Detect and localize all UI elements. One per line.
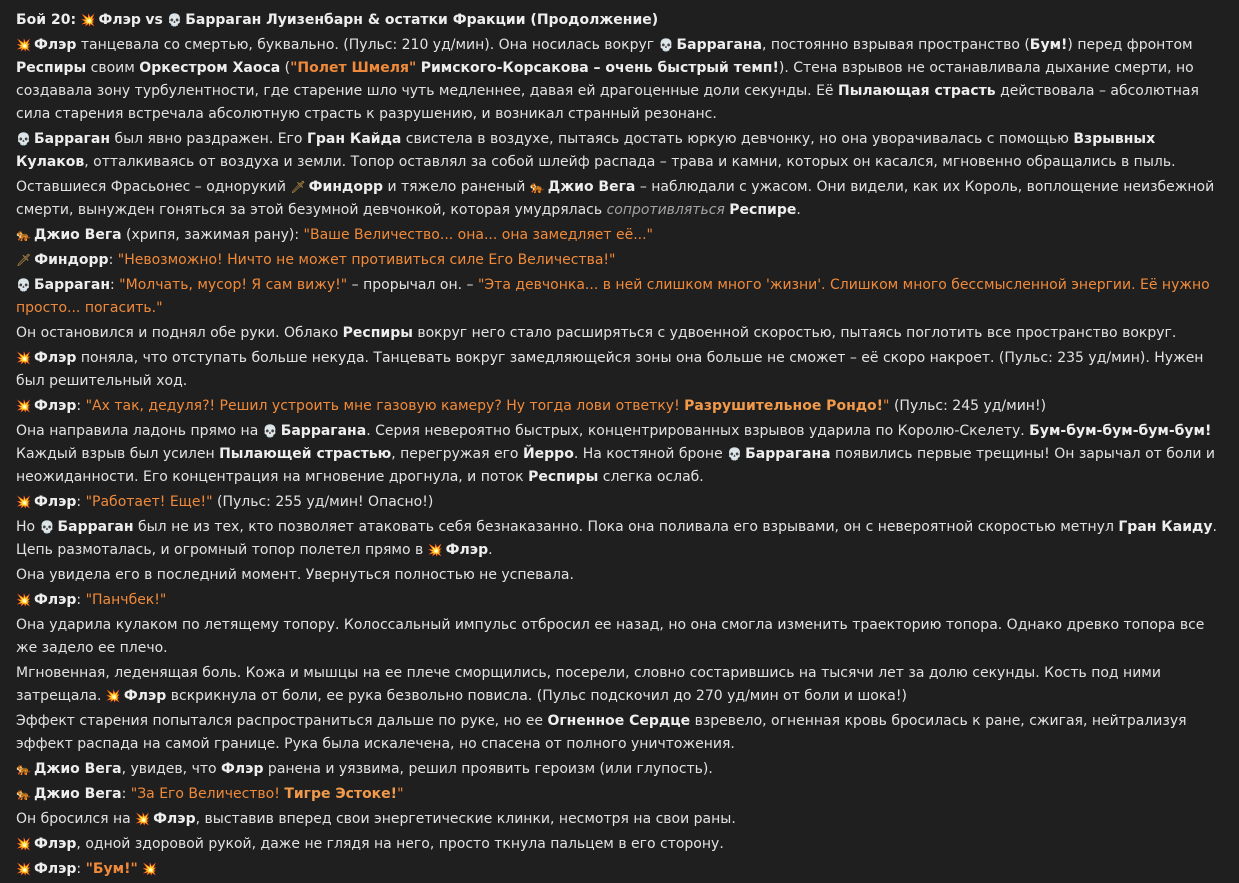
name-barragan: Баррагана: [280, 423, 367, 439]
name-barragan: Барраган: [33, 131, 110, 147]
text: :: [108, 252, 118, 268]
term-respira: Респиры: [342, 325, 413, 341]
explosion-icon: 💥: [427, 543, 443, 557]
term-rondo: Разрушительное Рондо!: [684, 398, 884, 414]
text: – наблюдали с ужасом. Они видели, как их Король, воплощение неизбежной смерти, вынужден гоняться за этой безумной девчонкой, которая умудрялась: [16, 179, 1215, 218]
text: ) перед фронтом: [1067, 37, 1193, 53]
text: слегка ослаб.: [598, 469, 704, 485]
text: Эффект старения попытался распространиться дальше по руке, но ее: [16, 713, 548, 729]
text: :: [76, 398, 86, 414]
quote: [86, 398, 890, 414]
name-flare: Флэр: [33, 861, 77, 877]
term-respira: Респире: [729, 202, 797, 218]
text: и тяжело раненый: [383, 179, 530, 195]
text: . На костяной броне: [573, 446, 728, 462]
paragraph-22: [16, 858, 1226, 881]
quote: "Эта девчонка... в ней слишком много 'жизни'. Слишком много бессмысленной энергии. Её нужно просто... погасить.": [16, 277, 1210, 316]
paragraph-13: [16, 564, 1226, 587]
skull-icon: 💀: [16, 132, 31, 146]
name-flare: Флэр: [33, 836, 77, 852]
term-respira: Респиры: [16, 60, 87, 76]
explosion-icon: 💥: [16, 862, 31, 876]
explosion-icon: 💥: [16, 593, 31, 607]
text: – прорычал он. –: [347, 277, 478, 293]
name-barragan: Барраган: [57, 519, 134, 535]
quote: "Ваше Величество... она... она замедляет её...": [303, 227, 653, 243]
text: свистела в воздухе, пытаясь достать юркую девчонку, но она уворачивалась с помощью: [401, 131, 1074, 147]
skull-icon: 💀: [262, 424, 278, 438]
name-flare: Флэр: [33, 37, 77, 53]
sword-icon: 🗡: [290, 180, 306, 194]
explosion-icon: 💥: [16, 495, 31, 509]
explosion-icon: 💥: [135, 812, 151, 826]
explosion-icon: 💥: [16, 399, 31, 413]
term-respira: Респиры: [528, 469, 599, 485]
skull-icon: 💀: [16, 278, 31, 292]
paragraph-6: [16, 274, 1226, 320]
paragraph-16: [16, 662, 1226, 708]
text: , выставив вперед свои энергетические клинки, несмотря на свои раны.: [195, 811, 736, 827]
tiger-icon: 🐅: [16, 762, 31, 776]
explosion-icon: 💥: [105, 689, 121, 703]
explosion-icon: 💥: [80, 13, 96, 27]
paragraph-11: [16, 491, 1226, 514]
text: был не из тех, кто позволяет атаковать себя безнаказанно. Пока она поливала его взрывами, он с невероятной скоростью метнул: [133, 519, 1119, 535]
paragraph-5: [16, 249, 1226, 272]
paragraph-12: [16, 516, 1226, 562]
text: .: [488, 542, 493, 558]
paragraph-9: [16, 395, 1226, 418]
text: действовала – абсолютная сила старения встречала абсолютную страсть к разрушению, и возникал странный резонанс.: [16, 83, 1199, 122]
text: ранена и уязвима, решил проявить героизм (или глупость).: [263, 761, 713, 777]
text: своим: [86, 60, 140, 76]
paragraph-2: [16, 128, 1226, 174]
term-boom: Бум!: [1029, 37, 1068, 53]
name-jio: Джио Вега: [33, 761, 122, 777]
paragraph-19: [16, 783, 1226, 806]
term-passion: Пылающей страстью: [219, 446, 392, 462]
name-barragan: Баррагана: [745, 446, 831, 462]
text: поняла, что отступать больше некуда. Танцевать вокруг замедляющейся зоны она больше не сможет – её скоро накроет. (Пульс: 235 уд/мин). Нужен был решительный ход.: [16, 350, 1204, 389]
name-flare: Флэр: [33, 350, 77, 366]
text: был явно раздражен. Его: [110, 131, 307, 147]
name-findor: Финдорр: [308, 179, 384, 195]
paragraph-8: [16, 347, 1226, 393]
text: , одной здоровой рукой, даже не глядя на него, просто ткнула пальцем в его сторону.: [76, 836, 724, 852]
quote: "Невозможно! Ничто не может противиться силе Его Величества!": [117, 252, 616, 268]
term-fire-heart: Огненное Сердце: [547, 713, 691, 729]
text: :: [76, 494, 86, 510]
text: :: [121, 786, 131, 802]
quote: [131, 786, 404, 802]
name-barragan: Баррагана: [676, 37, 763, 53]
quote-bumblebee: "Полет Шмеля": [290, 60, 417, 76]
quote-text: "За Его Величество!: [130, 786, 285, 802]
paragraph-1: [16, 34, 1226, 126]
name-flare: Флэр: [33, 398, 77, 414]
explosion-icon: 💥: [142, 862, 158, 876]
name-jio: Джио Вега: [33, 786, 122, 802]
paragraph-3: [16, 176, 1226, 222]
text: Он остановился и поднял обе руки. Облако: [16, 325, 343, 341]
text: . Цепь размоталась, и огромный топор полетел прямо в: [16, 519, 1217, 558]
text: Но: [16, 519, 40, 535]
quote-text: "Ах так, дедуля?! Решил устроить мне газовую камеру? Ну тогда лови ответку!: [85, 398, 685, 414]
paragraph-10: [16, 420, 1226, 489]
explosion-icon: 💥: [16, 837, 31, 851]
term-passion: Пылающая страсть: [838, 83, 996, 99]
text: :: [110, 277, 120, 293]
tiger-icon: 🐅: [16, 228, 31, 242]
name-flare: Флэр: [221, 761, 264, 777]
paragraph-20: [16, 808, 1226, 831]
explosion-icon: 💥: [16, 38, 31, 52]
name-findor: Финдорр: [34, 252, 109, 268]
term-gran-kaida: Гран Каиду: [1118, 519, 1213, 535]
text: :: [76, 861, 86, 877]
title-barragan: Барраган Луизенбарн & остатки Фракции (Продолжение): [185, 12, 659, 28]
skull-icon: 💀: [39, 520, 55, 534]
text: :: [76, 592, 86, 608]
name-flare: Флэр: [153, 811, 196, 827]
text: (: [280, 60, 291, 76]
name-barragan: Барраган: [33, 277, 110, 293]
text: взревело, огненная кровь бросилась к ране, сжигая, нейтрализуя эффект распада на самой границе. Рука была искалечена, но спасена от полного уничтожения.: [16, 713, 1187, 752]
paragraph-14: [16, 589, 1226, 612]
text: появились первые трещины! Он зарычал от боли и неожиданности. Его концентрация на мгновение дрогнула, и поток: [16, 446, 1216, 485]
name-jio: Джио Вега: [547, 179, 636, 195]
text: , перегружая его: [391, 446, 523, 462]
text: (Пульс: 255 уд/мин! Опасно!): [212, 494, 434, 510]
title-vs: vs: [145, 12, 163, 28]
term-resist: сопротивляться: [606, 202, 725, 218]
name-flare: Флэр: [123, 688, 167, 704]
text: Оставшиеся Фрасьонес – однорукий: [16, 179, 291, 195]
name-flare: Флэр: [445, 542, 489, 558]
paragraph-7: [16, 322, 1226, 345]
name-flare: Флэр: [33, 592, 77, 608]
tiger-icon: 🐅: [529, 180, 545, 194]
text: (Пульс: 245 уд/мин!): [889, 398, 1047, 414]
text: ). Стена взрывов не останавливала дыхание смерти, но создавала зону турбулентности, где старение шло чуть медленнее, давая ей драгоценные доли секунды. Её: [16, 60, 1194, 99]
paragraph-15: [16, 614, 1226, 660]
quote: "Работает! Еще!": [85, 494, 213, 510]
text: , увидев, что: [121, 761, 222, 777]
name-jio: Джио Вега: [33, 227, 122, 243]
term-rimsky: Римского-Корсакова – очень быстрый темп!: [420, 60, 779, 76]
paragraph-17: [16, 710, 1226, 756]
quote-boom: "Бум!": [85, 861, 138, 877]
title-prefix: Бой 20:: [16, 12, 77, 28]
quote-end: ": [397, 786, 404, 802]
explosion-icon: 💥: [16, 351, 31, 365]
text: Мгновенная, леденящая боль. Кожа и мышцы на ее плече сморщились, посерели, словно состарившись на тысячи лет за долю секунды. Кость под ними затрещала.: [16, 665, 1161, 704]
title-flare: Флэр: [98, 12, 141, 28]
text: вскрикнула от боли, ее рука безвольно повисла. (Пульс подскочил до 270 уд/мин от боли и шока!): [166, 688, 907, 704]
text: Она ударила кулаком по летящему топору. Колоссальный импульс отбросил ее назад, но она смогла изменить траекторию топора. Однако древко топора все же задело ее плечо.: [16, 617, 1205, 656]
chat-message-body: [16, 9, 1226, 883]
term-fists: Взрывных Кулаков: [16, 131, 1156, 170]
text: танцевала со смертью, буквально. (Пульс: 210 уд/мин). Она носилась вокруг: [76, 37, 659, 53]
quote: "Панчбек!": [85, 592, 167, 608]
quote: "Молчать, мусор! Я сам вижу!": [119, 277, 348, 293]
text: вокруг него стало расширяться с удвоенной скоростью, пытаясь поглотить все пространство вокруг.: [412, 325, 1177, 341]
text: Он бросился на: [16, 811, 136, 827]
term-tigre: Тигре Эстоке!: [284, 786, 398, 802]
skull-icon: 💀: [658, 38, 674, 52]
text: Она увидела его в последний момент. Увернуться полностью не успевала.: [16, 567, 574, 583]
term-hierro: Йерро: [522, 446, 574, 462]
text: .: [796, 202, 801, 218]
text: , постоянно взрывая пространство (: [762, 37, 1030, 53]
term-orchestra: Оркестром Хаоса: [139, 60, 281, 76]
text: (хрипя, зажимая рану):: [121, 227, 304, 243]
paragraph-4: [16, 224, 1226, 247]
sword-icon: 🗡: [16, 253, 32, 267]
term-boom: Бум-бум-бум-бум-бум!: [1029, 423, 1212, 439]
skull-icon: 💀: [167, 13, 183, 27]
text: Она направила ладонь прямо на: [16, 423, 263, 439]
battle-title: [16, 9, 1226, 32]
text: , отталкиваясь от воздуха и земли. Топор оставлял за собой шлейф распада – трава и камни, которых он касался, мгновенно обращались в пыль.: [84, 154, 1176, 170]
name-flare: Флэр: [33, 494, 77, 510]
term-gran-kaida: Гран Кайда: [306, 131, 402, 147]
paragraph-18: [16, 758, 1226, 781]
skull-icon: 💀: [727, 447, 743, 461]
tiger-icon: 🐅: [16, 787, 31, 801]
text: . Серия невероятно быстрых, концентрированных взрывов ударила по Королю-Скелету.: [366, 423, 1030, 439]
paragraph-21: [16, 833, 1226, 856]
quote-end: ": [883, 398, 890, 414]
text: Каждый взрыв был усилен: [16, 446, 220, 462]
